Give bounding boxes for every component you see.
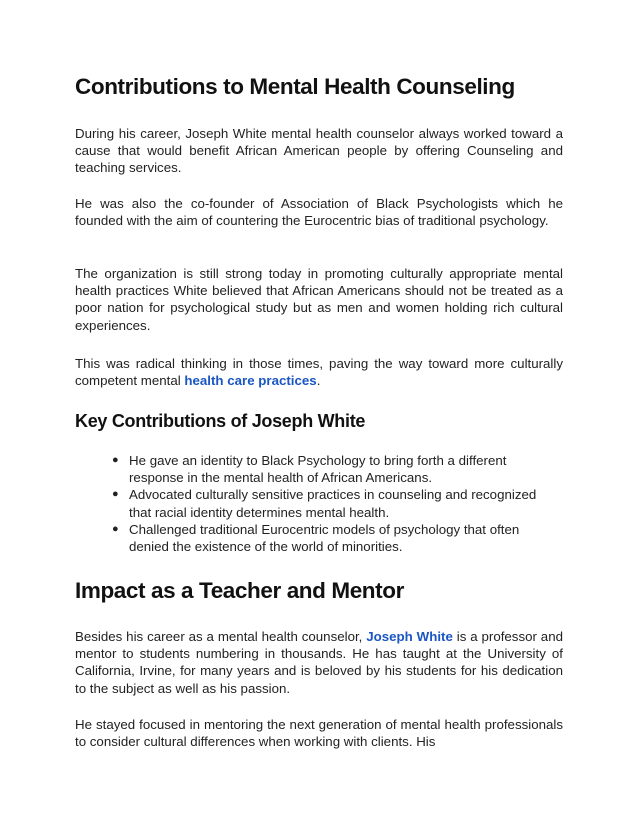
paragraph-cofounder: He was also the co-founder of Association of Black Psychologists which he founded with the aim of countering the Eurocentric bias of traditional psychology. <box>75 196 563 229</box>
paragraph-text-end: . <box>316 373 321 389</box>
list-item-text: Challenged traditional Eurocentric models of psychology that often denied the existence of the world of minorities. <box>129 521 520 555</box>
joseph-white-link[interactable]: Joseph White <box>366 629 453 644</box>
paragraph-radical-thinking <box>75 355 563 389</box>
paragraph-text: Besides his career as a mental health counselor, <box>75 629 367 644</box>
section-heading-key-contributions: Key Contributions of Joseph White <box>75 411 366 431</box>
paragraph-text-end: is a professor and mentor to students numbering in thousands. He has taught at the University of California, Irvine, for many years and is beloved by his students for his dedication to the subject as well as his passion. <box>75 629 563 696</box>
paragraph-organization: The organization is still strong today in promoting culturally appropriate mental health practices White believed that African Americans should not be treated as a poor nation for psychological study but as men and women holding rich cultural experiences. <box>75 266 563 333</box>
list-item <box>112 486 562 520</box>
paragraph-career: During his career, Joseph White mental health counselor always worked toward a cause that would benefit African American people by offering Counseling and teaching services. <box>75 126 563 176</box>
list-item-text: He gave an identity to Black Psychology to bring forth a different response in the mental health of African Americans. <box>129 453 507 486</box>
key-contributions-list <box>112 452 562 555</box>
section-heading-contributions: Contributions to Mental Health Counseling <box>75 74 515 99</box>
section-heading-teacher-mentor: Impact as a Teacher and Mentor <box>75 578 404 603</box>
list-item-text: Advocated culturally sensitive practices in counseling and recognized that racial identity determines mental health. <box>129 487 537 520</box>
paragraph-mentoring: He stayed focused in mentoring the next generation of mental health professionals to consider cultural differences when working with clients. His <box>75 717 563 750</box>
list-item <box>112 521 562 555</box>
list-item <box>112 452 562 486</box>
bullet-icon: ● <box>112 454 119 466</box>
paragraph-text: This was radical thinking in those times, paving the way toward more culturally competent mental <box>75 356 563 389</box>
bullet-icon: ● <box>112 522 119 535</box>
bullet-icon: ● <box>112 488 119 501</box>
health-care-practices-link[interactable]: health care practices <box>184 373 317 389</box>
paragraph-professor <box>75 628 563 697</box>
